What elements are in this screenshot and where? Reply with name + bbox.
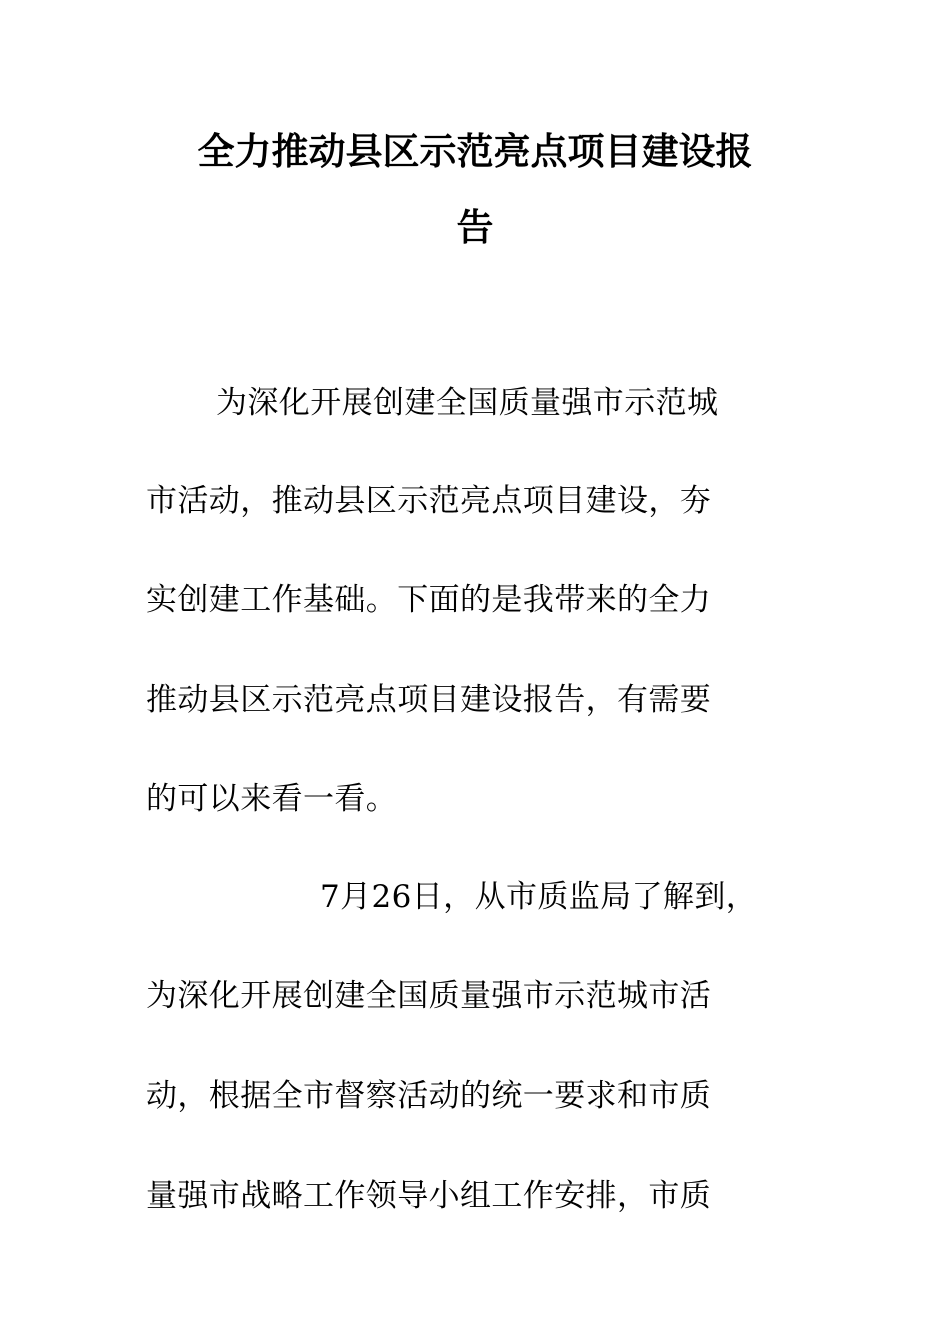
document-title-line-1: 全力推动县区示范亮点项目建设报 (197, 130, 753, 173)
paragraph-2-line-3: 动，根据全市督察活动的统一要求和市质 (146, 1078, 712, 1114)
paragraph-1-line-3: 实创建工作基础。下面的是我带来的全力 (146, 582, 712, 618)
paragraph-1-line-4: 推动县区示范亮点项目建设报告，有需要 (146, 682, 712, 718)
paragraph-2-line-4: 量强市战略工作领导小组工作安排，市质 (146, 1178, 712, 1214)
paragraph-2-line-1: 7月26日，从市质监局了解到， (320, 879, 758, 915)
paragraph-1-line-1: 为深化开展创建全国质量强市示范城 (216, 385, 719, 421)
document-title-line-2: 告 (456, 206, 494, 249)
paragraph-1-line-2: 市活动，推动县区示范亮点项目建设，夯 (146, 483, 712, 519)
paragraph-2-line-2: 为深化开展创建全国质量强市示范城市活 (146, 978, 712, 1014)
paragraph-1-line-5: 的可以来看一看。 (146, 781, 398, 817)
